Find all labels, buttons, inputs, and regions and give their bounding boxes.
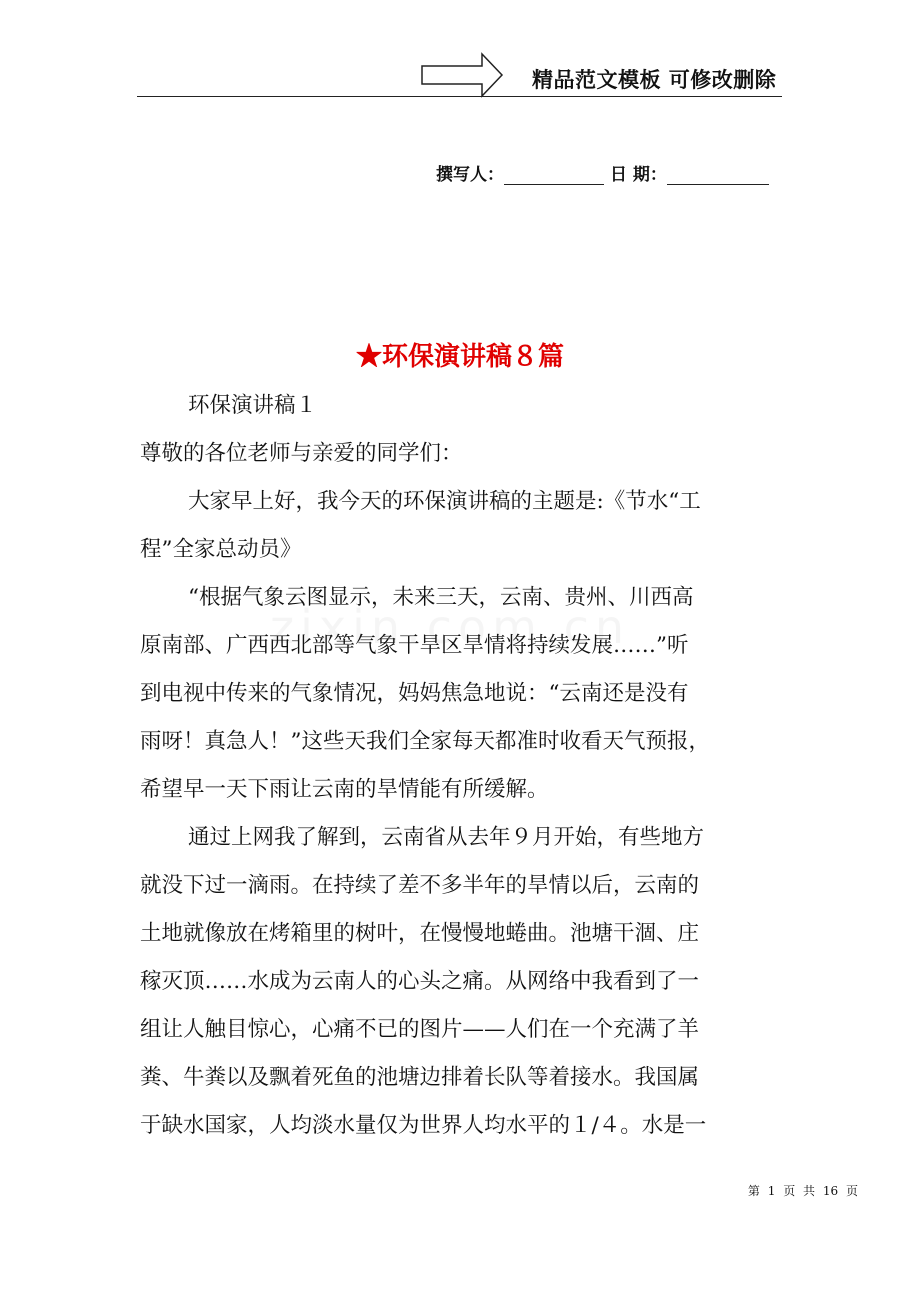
date-blank: [667, 166, 769, 185]
writer-blank: [504, 166, 604, 185]
text-line: 组让人触目惊心，心痛不已的图片——人们在一个充满了羊: [140, 1017, 700, 1042]
footer-suffix: 页: [845, 1184, 858, 1198]
text-line: 粪、牛粪以及飘着死鱼的池塘边排着长队等着接水。我国属: [140, 1065, 700, 1090]
text-line: 大家早上好，我今天的环保演讲稿的主题是:《节水“工: [188, 489, 701, 514]
document-body: [140, 388, 788, 1156]
page-footer: [746, 1182, 860, 1199]
footer-prefix: 第: [747, 1184, 760, 1198]
total-pages: 16: [822, 1184, 839, 1198]
header-label: 精品范文模板 可修改删除: [532, 68, 777, 92]
page-number: 1: [767, 1184, 776, 1198]
text-line: 环保演讲稿１: [188, 393, 318, 418]
document-title: ★环保演讲稿８篇: [355, 342, 564, 372]
footer-mid1: 页: [783, 1184, 796, 1198]
text-line: 到电视中传来的气象情况，妈妈焦急地说：“云南还是没有: [140, 681, 689, 706]
text-line: 就没下过一滴雨。在持续了差不多半年的旱情以后，云南的: [140, 873, 700, 898]
author-date-line: [436, 160, 769, 185]
text-line: 土地就像放在烤箱里的树叶，在慢慢地蜷曲。池塘干涸、庄: [140, 921, 700, 946]
writer-label: 撰写人：: [436, 165, 504, 185]
text-line: 尊敬的各位老师与亲爱的同学们：: [140, 441, 463, 466]
footer-mid2: 共: [803, 1184, 816, 1198]
text-line: “根据气象云图显示，未来三天，云南、贵州、川西高: [188, 585, 694, 610]
arrow-icon: [420, 52, 504, 98]
text-line: 希望早一天下雨让云南的旱情能有所缓解。: [140, 777, 549, 802]
text-line: 稼灭顶……水成为云南人的心头之痛。从网络中我看到了一: [140, 969, 700, 994]
text-line: 于缺水国家，人均淡水量仅为世界人均水平的１/４。水是一: [140, 1113, 707, 1138]
text-line: 通过上网我了解到，云南省从去年９月开始，有些地方: [188, 825, 705, 850]
text-line: 雨呀！真急人！”这些天我们全家每天都准时收看天气预报，: [140, 729, 710, 754]
header-divider: [137, 96, 782, 97]
text-line: 程”全家总动员》: [140, 537, 302, 562]
text-line: 原南部、广西西北部等气象干旱区旱情将持续发展……”听: [140, 633, 689, 658]
date-label: 日 期：: [610, 165, 667, 185]
